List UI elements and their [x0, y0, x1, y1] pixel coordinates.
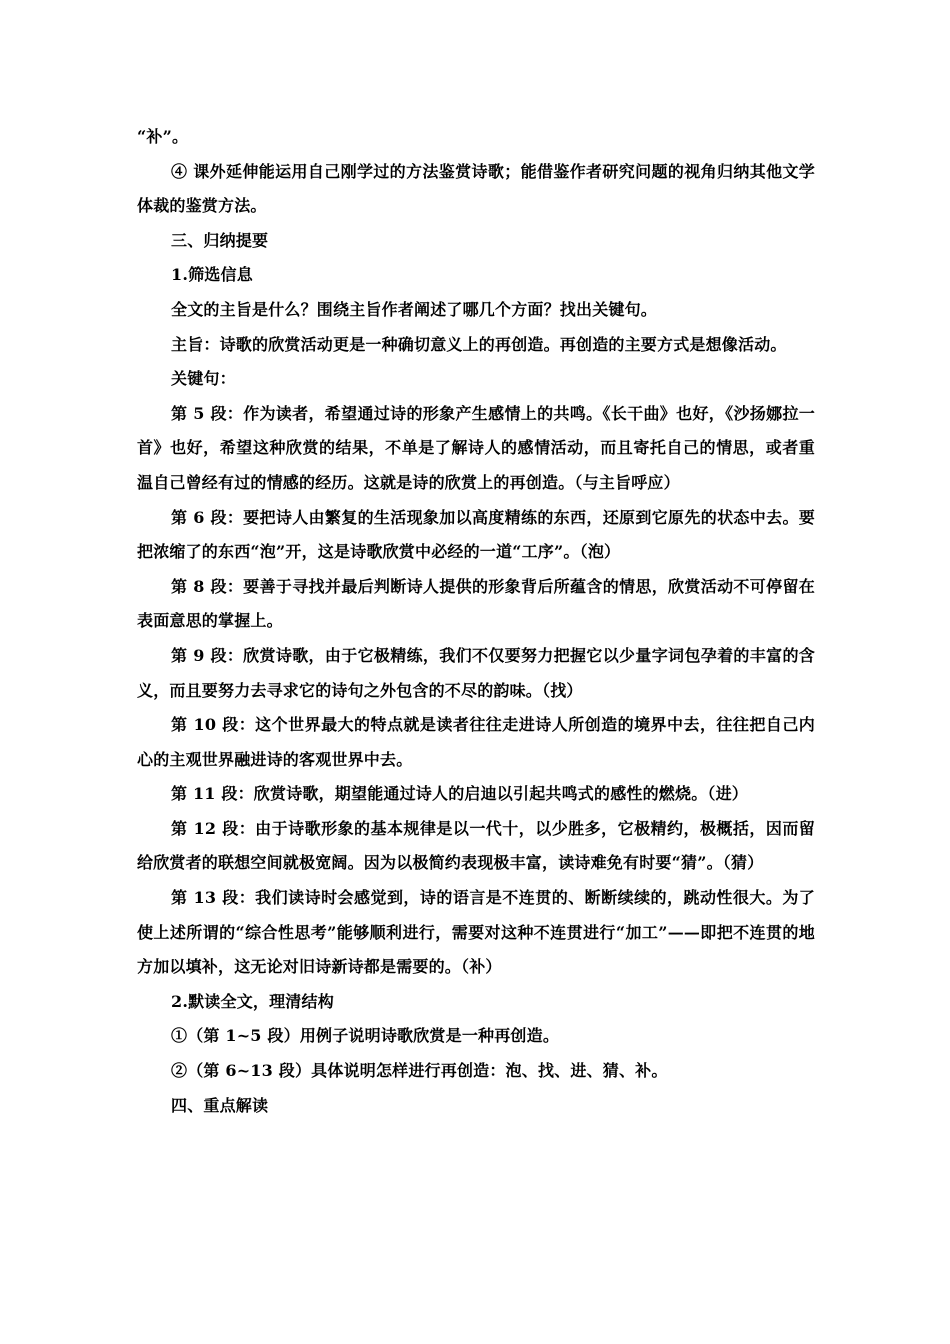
paragraph-key-sentences-label: 关键句： [171, 369, 236, 389]
paragraph-extension-goal: ④ 课外延伸能运用自己刚学过的方法鉴赏诗歌；能借鉴作者研究问题的视角归纳其他文学体裁的鉴赏方法。 [137, 161, 815, 216]
paragraph-section-6: 第 6 段：要把诗人由繁复的生活现象加以高度精练的东西，还原到它原先的状态中去。要把浓缩了的东西“泡”开，这是诗歌欣赏中必经的一道“工序”。（泡） [137, 507, 815, 562]
paragraph-section-10: 第 10 段：这个世界最大的特点就是读者往往走进诗人所创造的境界中去，往往把自己内心的主观世界融进诗的客观世界中去。 [137, 715, 815, 769]
paragraph-section-12: 第 12 段：由于诗歌形象的基本规律是以一代十，以少胜多，它极精约，极概括，因而留给欣赏者的联想空间就极宽阔。因为以极简约表现极丰富，读诗难免有时要“猜”。（猜） [137, 818, 815, 873]
paragraph-question: 全文的主旨是什么？围绕主旨作者阐述了哪几个方面？找出关键句。 [171, 299, 658, 319]
document-page [137, 120, 815, 1123]
paragraph-structure-part-1: ①（第 1~5 段）用例子说明诗歌欣赏是一种再创造。 [171, 1026, 560, 1046]
subheading-structure: 2.默读全文，理清结构 [171, 991, 334, 1011]
paragraph-section-8: 第 8 段：要善于寻找并最后判断诗人提供的形象背后所蕴含的情思，欣赏活动不可停留在表面意思的掌握上。 [137, 576, 815, 631]
paragraph-section-13: 第 13 段：我们读诗时会感觉到，诗的语言是不连贯的、断断续续的，跳动性很大。为了使上述所谓的“综合性思考”能够顺利进行，需要对这种不连贯进行“加工”——即把不连贯的地方加以填补，这无论对旧诗新诗都是需要的。（补） [137, 888, 815, 977]
section-heading-summary: 三、归纳提要 [171, 230, 269, 250]
subheading-filter-info: 1.筛选信息 [171, 265, 253, 285]
paragraph-section-9: 第 9 段：欣赏诗歌，由于它极精练，我们不仅要努力把握它以少量字词包孕着的丰富的含义，而且要努力去寻求它的诗句之外包含的不尽的韵味。（找） [137, 645, 815, 700]
paragraph-continuation: “补”。 [137, 127, 189, 146]
paragraph-section-5: 第 5 段：作为读者，希望通过诗的形象产生感情上的共鸣。《长干曲》也好，《沙扬娜拉一首》也好，希望这种欣赏的结果，不单是了解诗人的感情活动，而且寄托自己的情思，或者重温自己曾经有过的情感的经历。这就是诗的欣赏上的再创造。（与主旨呼应） [137, 403, 815, 492]
section-heading-key-interpretation: 四、重点解读 [171, 1095, 269, 1115]
paragraph-section-11: 第 11 段：欣赏诗歌，期望能通过诗人的启迪以引起共鸣式的感性的燃烧。（进） [171, 784, 749, 804]
paragraph-main-idea: 主旨：诗歌的欣赏活动更是一种确切意义上的再创造。再创造的主要方式是想像活动。 [171, 334, 787, 354]
paragraph-structure-part-2: ②（第 6~13 段）具体说明怎样进行再创造：泡、找、进、猜、补。 [171, 1061, 668, 1081]
